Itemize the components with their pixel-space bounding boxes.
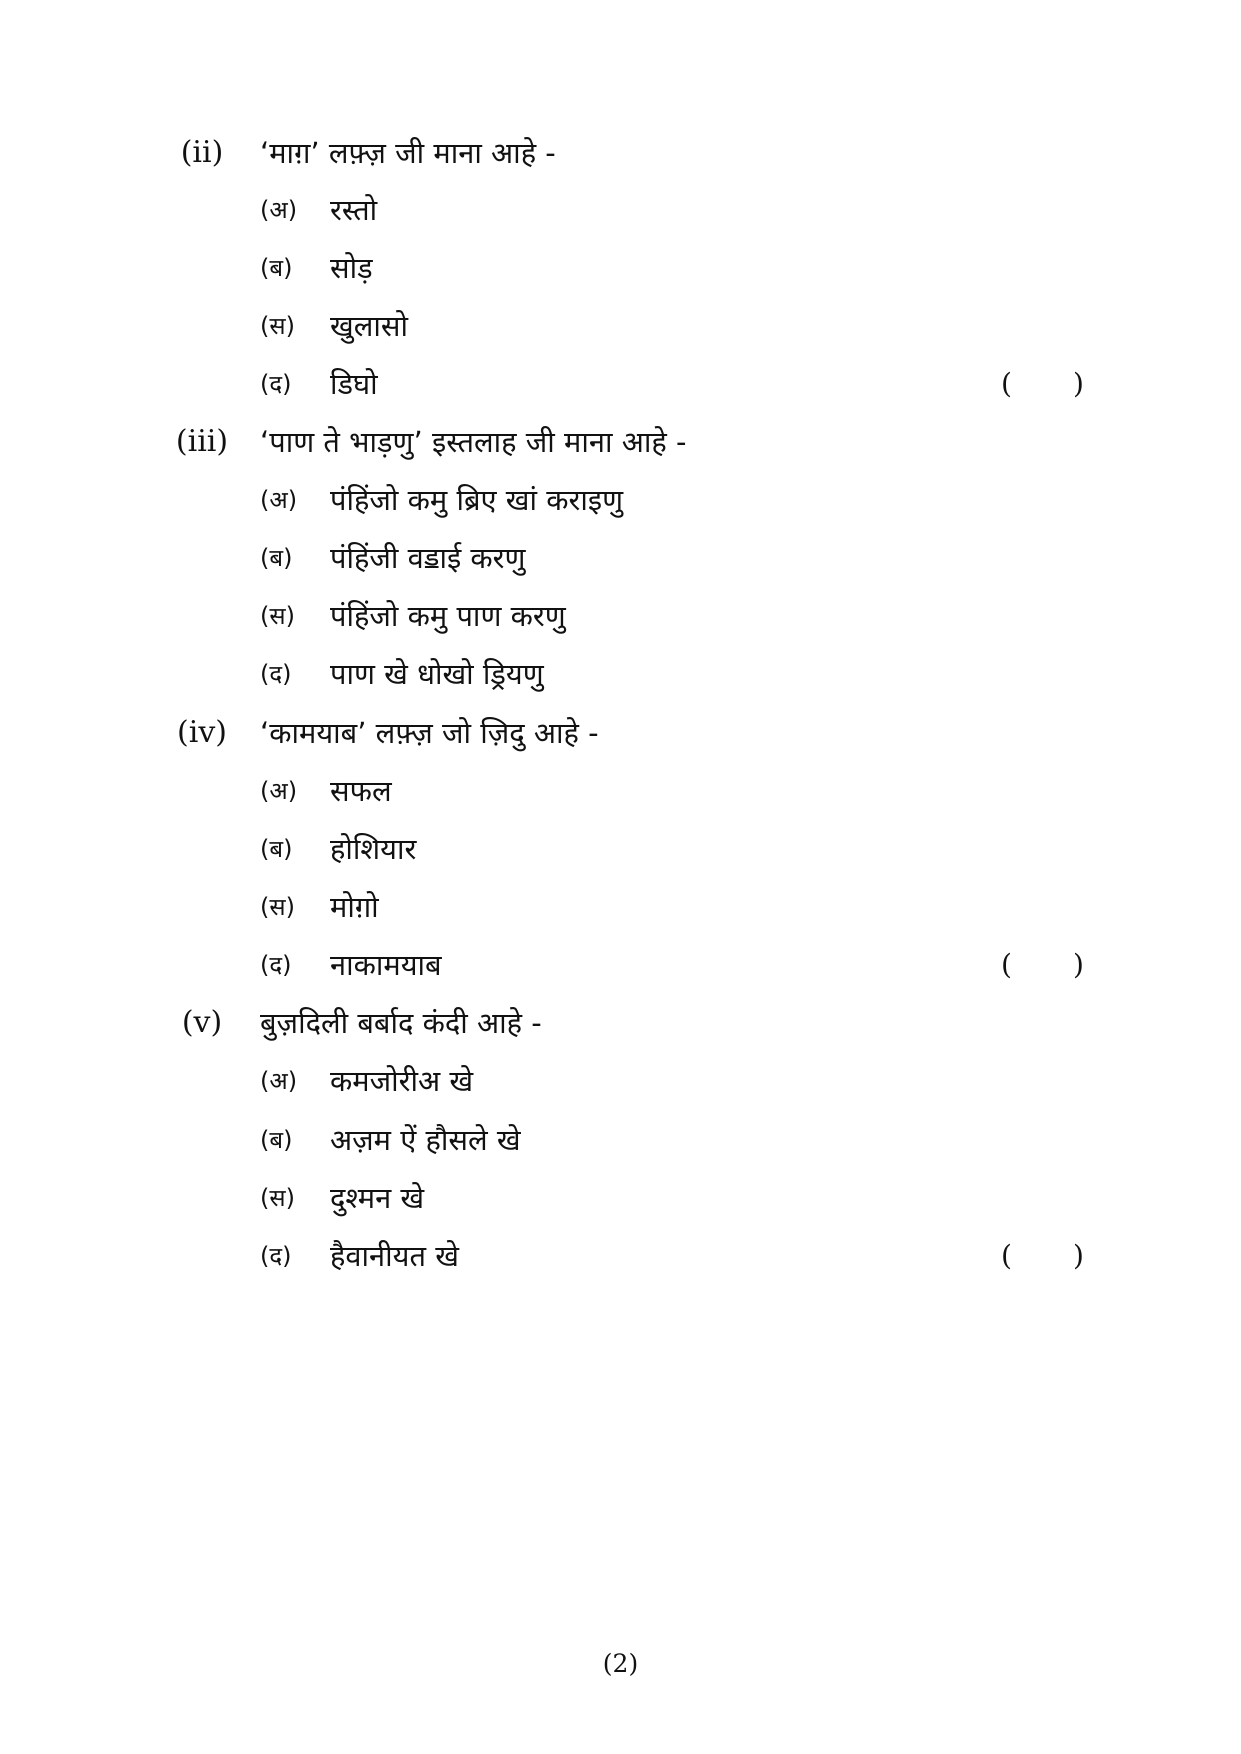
question-stem [0, 713, 1241, 753]
option-row [0, 190, 1241, 230]
option-text: पंहिंजो कमु पाण करणु [330, 599, 566, 633]
answer-bracket-close: ) [1073, 948, 1084, 981]
option-row [0, 538, 1241, 578]
option-label: (स) [260, 1184, 295, 1212]
option-label: (ब) [260, 254, 293, 282]
answer-bracket-open: ( [1001, 367, 1012, 400]
question-stem [0, 422, 1241, 462]
option-row [0, 596, 1241, 636]
option-row [0, 945, 1241, 985]
option-label: (अ) [260, 196, 298, 224]
option-label: (ब) [260, 835, 293, 863]
question-number: (v) [181, 1005, 223, 1040]
option-row [0, 654, 1241, 694]
question-number: (ii) [180, 135, 224, 170]
option-label: (स) [260, 312, 295, 340]
option-text: पंहिंजो कमु ब्रिए खां कराइणु [330, 483, 624, 517]
question-text: ‘कामयाब’ लफ़्ज़ जो ज़िदु आहे - [260, 716, 599, 750]
question-number: (iii) [175, 424, 229, 459]
option-text: कमजोरीअ खे [330, 1064, 474, 1098]
option-text: रस्तो [330, 193, 378, 227]
question-text: बुज़दिली बर्बाद कंदी आहे - [260, 1006, 542, 1040]
option-label: (ब) [260, 544, 293, 572]
option-row [0, 771, 1241, 811]
option-row [0, 364, 1241, 404]
answer-bracket-close: ) [1073, 1239, 1084, 1272]
option-text: मोग़ो [330, 890, 379, 924]
option-text: होशियार [330, 832, 417, 866]
option-text: खुलासो [330, 309, 409, 343]
option-text: हैवानीयत खे [330, 1239, 459, 1273]
option-text: डिघो [330, 367, 378, 401]
option-text: सफल [330, 774, 392, 808]
option-label: (द) [260, 1242, 292, 1270]
option-text: नाकामयाब [330, 948, 442, 982]
option-text: दुश्मन खे [330, 1181, 425, 1215]
option-label: (अ) [260, 1067, 298, 1095]
option-row [0, 306, 1241, 346]
option-row [0, 1178, 1241, 1218]
question-number: (iv) [177, 715, 227, 750]
option-label: (स) [260, 893, 295, 921]
option-label: (अ) [260, 486, 298, 514]
option-label: (अ) [260, 777, 298, 805]
option-row [0, 829, 1241, 869]
option-row [0, 248, 1241, 288]
option-label: (द) [260, 660, 292, 688]
question-text: ‘माग़’ लफ़्ज़ जी माना आहे - [260, 136, 556, 170]
option-row [0, 1236, 1241, 1276]
option-text: अज़म ऐं हौसले खे [330, 1123, 521, 1157]
answer-bracket-close: ) [1073, 367, 1084, 400]
option-text: पंहिंजी वॾाई करणु [330, 541, 526, 575]
question-text: ‘पाण ते भाड़णु’ इस्तलाह जी माना आहे - [260, 425, 687, 459]
option-row [0, 1061, 1241, 1101]
option-label: (ब) [260, 1126, 293, 1154]
option-row [0, 480, 1241, 520]
option-text: सोड़ [330, 251, 373, 285]
option-label: (द) [260, 370, 292, 398]
option-label: (स) [260, 602, 295, 630]
answer-bracket-open: ( [1001, 1239, 1012, 1272]
option-label: (द) [260, 951, 292, 979]
question-stem [0, 1003, 1241, 1043]
option-text: पाण खे धोखो ड्रियणु [330, 657, 544, 691]
option-row [0, 887, 1241, 927]
option-row [0, 1120, 1241, 1160]
page-number: (2) [602, 1649, 639, 1678]
answer-bracket-open: ( [1001, 948, 1012, 981]
question-stem [0, 133, 1241, 173]
